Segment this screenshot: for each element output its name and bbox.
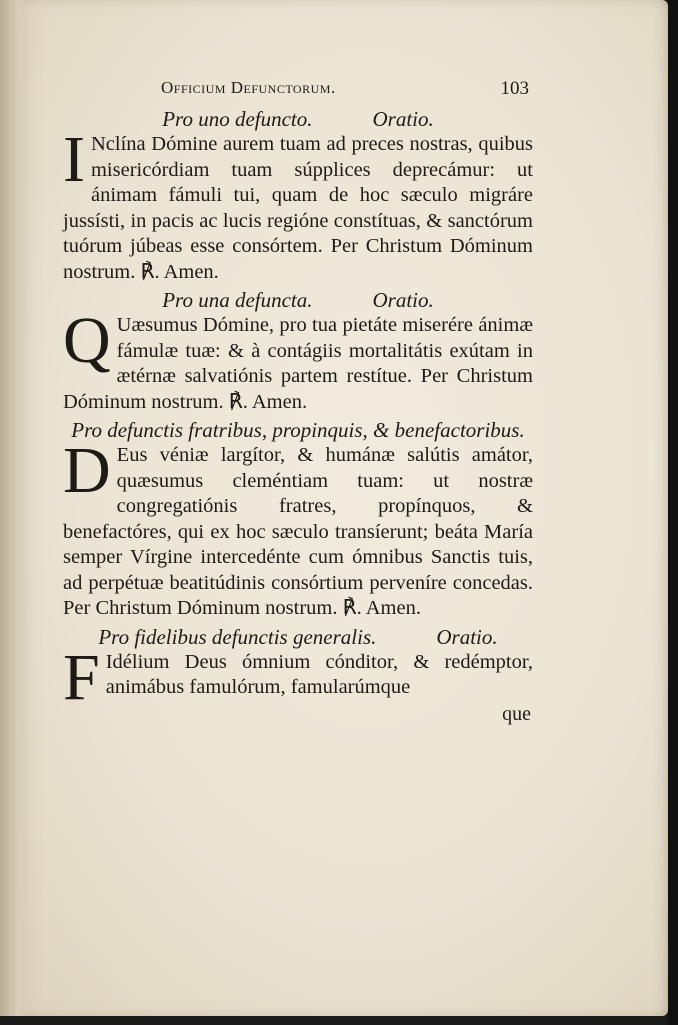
drop-initial: I xyxy=(63,123,85,196)
prayer-text: Q Uæsumus Dómine, pro tua pietáte miserére ánimæ fámulæ tuæ: & à contágiis mortalitátis exútam in ætérnæ salvatiónis partem restítue. Per Christum Dóminum nostrum. ℟. Amen. xyxy=(63,304,533,413)
section-heading: Pro defunctis fratribus, propinquis, & benefactoribus. xyxy=(71,418,525,442)
prayer-text: D Eus véniæ largítor, & humánæ salútis amátor, quæsumus cleméntiam tuam: ut nostræ congregatiónis fratres, propínquos, & benefactóres, qui ex hoc sæculo transíerunt; beáta María semper Vírgine intercedénte cum ómnibus Sanctis tuis, ad perpétuæ beatitúdinis consórtium perveníre concedas. Per Christum Dóminum nostrum. ℟. Amen. xyxy=(63,434,533,619)
drop-initial: D xyxy=(63,434,111,507)
page-text-block xyxy=(63,70,533,726)
section-pro-defunctis-fratribus xyxy=(63,417,533,622)
page-edge-shadow xyxy=(668,0,678,1025)
section-heading: Pro fidelibus defunctis generalis. Oratio. xyxy=(98,624,498,649)
drop-initial: Q xyxy=(63,304,111,377)
catchword: que xyxy=(502,702,531,725)
prayer-text: F Idélium Deus ómnium cónditor, & redémptor, animábus famulórum, famularúmque xyxy=(63,640,533,714)
section-heading: Pro una defuncta. Oratio. xyxy=(162,288,434,312)
page-number: 103 xyxy=(500,78,529,99)
section-pro-fidelibus-defunctis xyxy=(63,624,533,714)
page-gutter xyxy=(0,0,30,1016)
prayer-text: I Nclína Dómine aurem tuam ad preces nostras, quibus misericórdiam tuam súpplices deprecámur: ut ánimam fámuli tui, quam de hoc sæculo migráre jussísti, in pacis ac lucis regióne constítuas, & sanctórum tuórum júbeas esse consórtem. Per Christum Dóminum nostrum. ℟. Amen. xyxy=(63,123,533,283)
section-heading: Pro uno defuncto. Oratio. xyxy=(162,107,434,131)
running-head xyxy=(63,70,533,106)
running-title: Officium Defunctorum. xyxy=(161,78,336,97)
section-pro-una-defuncta xyxy=(63,287,533,415)
drop-initial: F xyxy=(63,640,100,714)
section-pro-uno-defuncto xyxy=(63,106,533,285)
